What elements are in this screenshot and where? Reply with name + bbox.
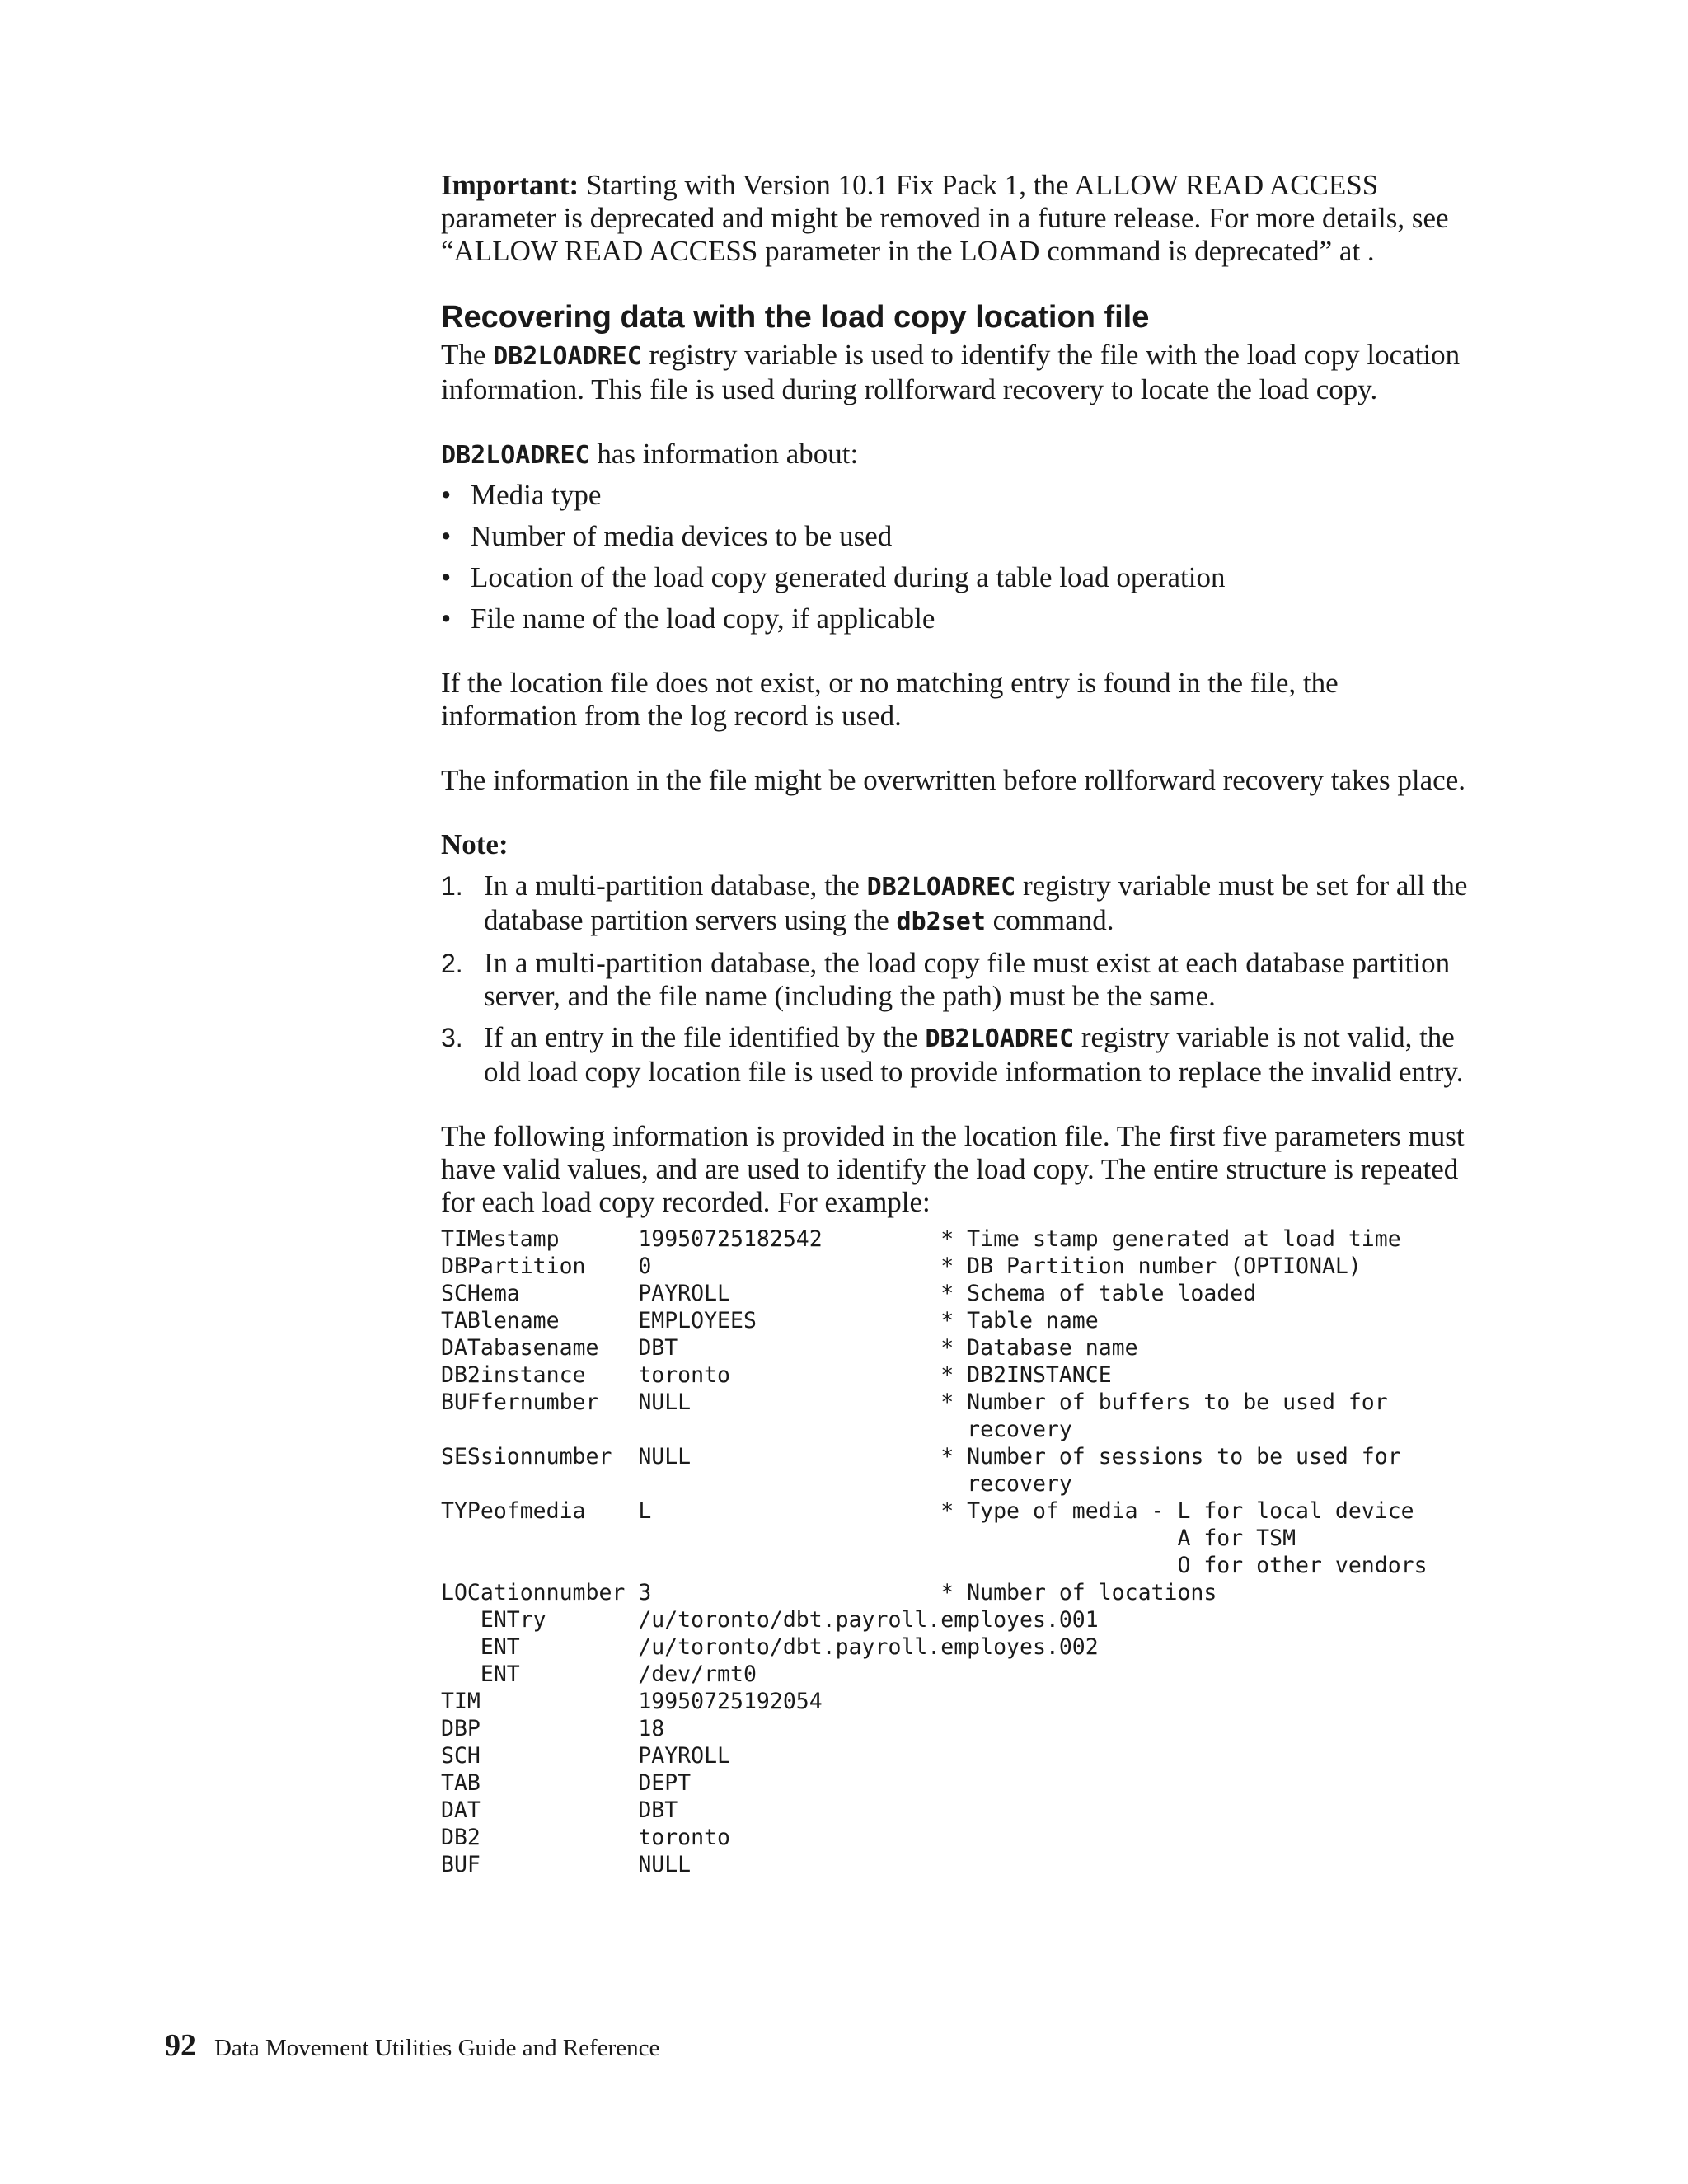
code-line: DBP 18 — [441, 1716, 665, 1741]
note-text: In a multi-partition database, the — [484, 869, 867, 902]
page-number: 92 — [165, 2028, 196, 2063]
note-text: registry variable is not valid, the old load copy location file is used to provide information to replace the invalid entry. — [484, 1021, 1464, 1088]
code-line: SCHema PAYROLL * Schema of table loaded — [441, 1281, 1257, 1306]
code-line: ENT /dev/rmt0 — [441, 1661, 757, 1687]
code-line: A for TSM — [441, 1526, 1296, 1551]
code-line: DAT DBT — [441, 1797, 678, 1823]
bullet-icon: • — [441, 479, 452, 511]
important-note — [441, 169, 1479, 268]
bullet-icon: • — [441, 561, 452, 593]
note-item — [441, 1021, 1479, 1089]
code-line: SESsionnumber NULL * Number of sessions to be used for — [441, 1444, 1401, 1469]
note-text: If an entry in the file identified by the — [484, 1021, 926, 1053]
location-file-example — [441, 1226, 1479, 1878]
code-line: BUF NULL — [441, 1852, 692, 1877]
intro-post: registry variable is used to identify the file with the load copy location information. This file is used during rollforward recovery to locate the load copy. — [441, 339, 1461, 405]
notes-list — [441, 869, 1479, 1089]
note-text: registry variable must be set for all the database partition servers using the — [484, 869, 1468, 936]
important-text: Starting with Version 10.1 Fix Pack 1, the ALLOW READ ACCESS parameter is deprecated and might be removed in a future release. For more details, see “ALLOW READ ACCESS parameter in the LOAD command is deprecated” at . — [441, 169, 1449, 267]
code-line: TYPeofmedia L * Type of media - L for local device — [441, 1498, 1414, 1524]
code-line: DB2 toronto — [441, 1825, 730, 1850]
not-exist-paragraph: If the location file does not exist, or no matching entry is found in the file, the information from the log record is used. — [441, 667, 1339, 732]
important-label: Important: — [441, 169, 579, 201]
note-text: command. — [985, 904, 1114, 936]
list-item — [441, 561, 1479, 594]
intro-paragraph — [441, 339, 1479, 406]
note-item — [441, 869, 1479, 939]
code-line: ENTry /u/toronto/dbt.payroll.employes.001 — [441, 1607, 1099, 1633]
intro-pre: The — [441, 339, 494, 371]
code-line: TAB DEPT — [441, 1770, 692, 1796]
note-number: 3. — [441, 1023, 463, 1052]
code-line: TABlename EMPLOYEES * Table name — [441, 1308, 1099, 1333]
code-line: DB2instance toronto * DB2INSTANCE — [441, 1362, 1112, 1388]
note-text: In a multi-partition database, the load copy file must exist at each database partition server, and the file name (including the path) must be the same. — [484, 947, 1451, 1012]
code-line: DBPartition 0 * DB Partition number (OPTIONAL) — [441, 1254, 1362, 1279]
section-title: Recovering data with the load copy location file — [441, 300, 1150, 335]
list-item-text: File name of the load copy, if applicable — [471, 602, 935, 635]
bullet-icon: • — [441, 520, 452, 552]
registry-variable-code: DB2LOADREC — [441, 441, 590, 470]
code-line: SCH PAYROLL — [441, 1743, 730, 1769]
code-line: BUFfernumber NULL * Number of buffers to be used for — [441, 1390, 1388, 1415]
info-bullet-list — [441, 479, 1479, 635]
code-line: ENT /u/toronto/dbt.payroll.employes.002 — [441, 1634, 1099, 1660]
overwritten-paragraph: The information in the file might be overwritten before rollforward recovery takes place. — [441, 764, 1465, 796]
code-line: O for other vendors — [441, 1553, 1428, 1578]
has-info-paragraph — [441, 438, 1479, 472]
list-item-text: Number of media devices to be used — [471, 520, 893, 552]
code-line: DATabasename DBT * Database name — [441, 1335, 1138, 1361]
registry-variable-code: DB2LOADREC — [493, 342, 642, 371]
registry-variable-code: DB2LOADREC — [925, 1024, 1075, 1053]
page-content — [441, 169, 1479, 1878]
book-title: Data Movement Utilities Guide and Reference — [214, 2035, 660, 2061]
note-item — [441, 947, 1479, 1013]
page-footer — [165, 2027, 659, 2064]
registry-variable-code: DB2LOADREC — [866, 873, 1016, 902]
code-line: recovery — [441, 1417, 1072, 1442]
list-item — [441, 479, 1479, 512]
list-item-text: Media type — [471, 479, 602, 511]
note-number: 1. — [441, 871, 463, 901]
has-info-text: has information about: — [589, 438, 859, 470]
list-item-text: Location of the load copy generated during a table load operation — [471, 561, 1226, 593]
following-paragraph: The following information is provided in the location file. The first five parameters must have valid values, and are used to identify the load copy. The entire structure is repeated for each load copy recorded. For example: — [441, 1120, 1465, 1218]
note-label: Note: — [441, 828, 509, 860]
code-line: recovery — [441, 1471, 1072, 1497]
list-item — [441, 602, 1479, 635]
list-item — [441, 520, 1479, 553]
code-line: TIM 19950725192054 — [441, 1689, 823, 1714]
code-line: TIMestamp 19950725182542 * Time stamp generated at load time — [441, 1226, 1401, 1252]
code-line: LOCationnumber 3 * Number of locations — [441, 1580, 1217, 1605]
bullet-icon: • — [441, 602, 452, 635]
note-number: 2. — [441, 949, 463, 978]
command-code: db2set — [896, 907, 986, 936]
